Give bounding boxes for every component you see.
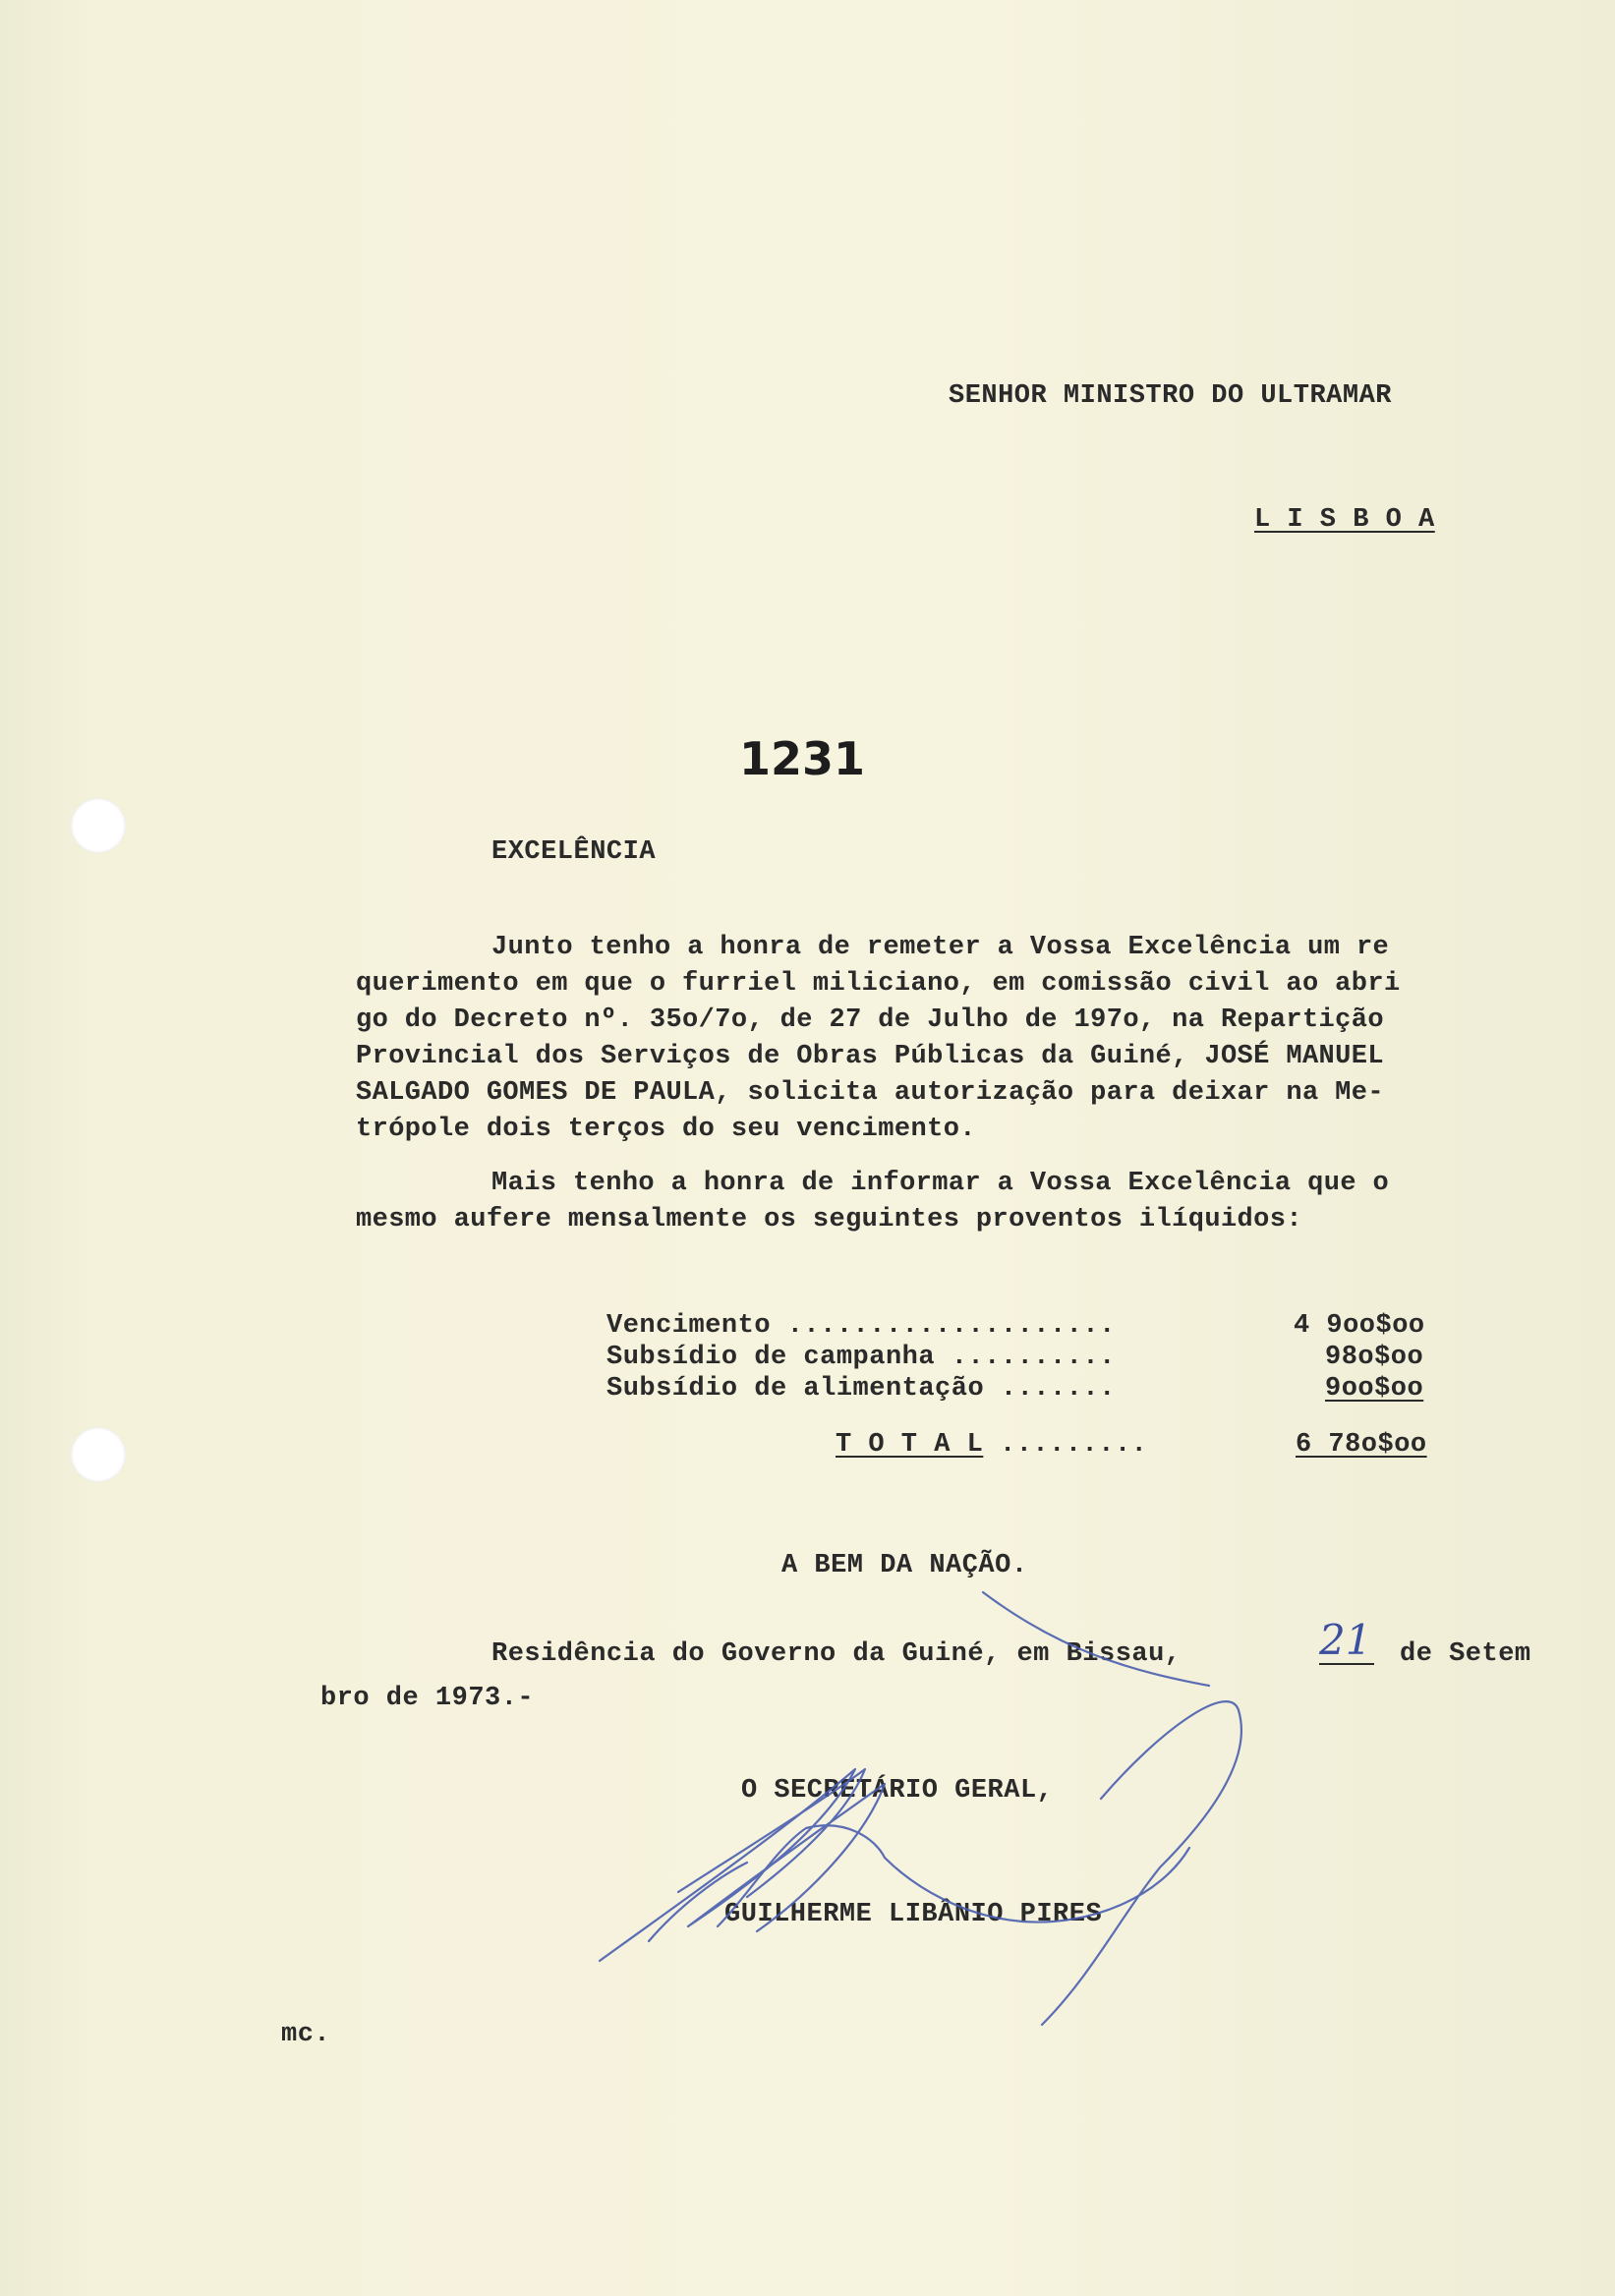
closing: A BEM DA NAÇÃO. [781, 1551, 1028, 1580]
total-row [836, 1430, 1147, 1460]
total-dots: ......... [983, 1430, 1148, 1460]
document-number: 1231 [739, 732, 866, 785]
signature-stroke [1042, 1701, 1241, 2025]
place-date-line-1a: Residência do Governo da Guiné, em Bissau, [491, 1639, 1182, 1669]
earnings-label: Subsídio de campanha .......... [606, 1343, 1116, 1372]
earnings-value: 98o$oo [1325, 1343, 1424, 1372]
earnings-value: 4 9oo$oo [1294, 1311, 1425, 1341]
signatory-name: GUILHERME LIBÂNIO PIRES [724, 1900, 1103, 1929]
city: L I S B O A [1254, 505, 1435, 535]
punch-hole-top [71, 798, 126, 853]
earnings-label: Subsídio de alimentação ....... [606, 1374, 1116, 1404]
salutation: EXCELÊNCIA [491, 837, 657, 867]
paragraph-1-line: querimento em que o furriel miliciano, em comissão civil ao abri [356, 969, 1401, 999]
earnings-label: Vencimento .................... [606, 1311, 1116, 1341]
paragraph-1-line: SALGADO GOMES DE PAULA, solicita autorização para deixar na Me- [356, 1078, 1384, 1108]
earnings-value: 9oo$oo [1325, 1374, 1424, 1404]
total-label: T O T A L [836, 1430, 984, 1460]
signatory-title: O SECRETÁRIO GERAL, [741, 1776, 1054, 1806]
paragraph-2-line: mesmo aufere mensalmente os seguintes proventos ilíquidos: [356, 1205, 1302, 1234]
handwritten-day: 21 [1319, 1618, 1374, 1665]
paragraph-1-line: go do Decreto nº. 35o/7o, de 27 de Julho de 197o, na Repartição [356, 1005, 1384, 1035]
place-date-line-1b: de Setem [1400, 1639, 1531, 1669]
typist-initials: mc. [281, 2020, 331, 2049]
paragraph-2-line: Mais tenho a honra de informar a Vossa Excelência que o [491, 1169, 1390, 1198]
paragraph-1 [356, 930, 1401, 1148]
punch-hole-bottom [71, 1427, 126, 1482]
paragraph-2 [356, 1166, 1389, 1238]
total-value: 6 78o$oo [1296, 1430, 1427, 1460]
place-date-line-2: bro de 1973.- [320, 1684, 535, 1713]
paragraph-1-line: Provincial dos Serviços de Obras Públicas da Guiné, JOSÉ MANUEL [356, 1042, 1384, 1071]
paragraph-1-line: trópole dois terços do seu vencimento. [356, 1115, 976, 1144]
addressee: SENHOR MINISTRO DO ULTRAMAR [949, 381, 1392, 411]
paragraph-1-line: Junto tenho a honra de remeter a Vossa Excelência um re [491, 933, 1390, 962]
